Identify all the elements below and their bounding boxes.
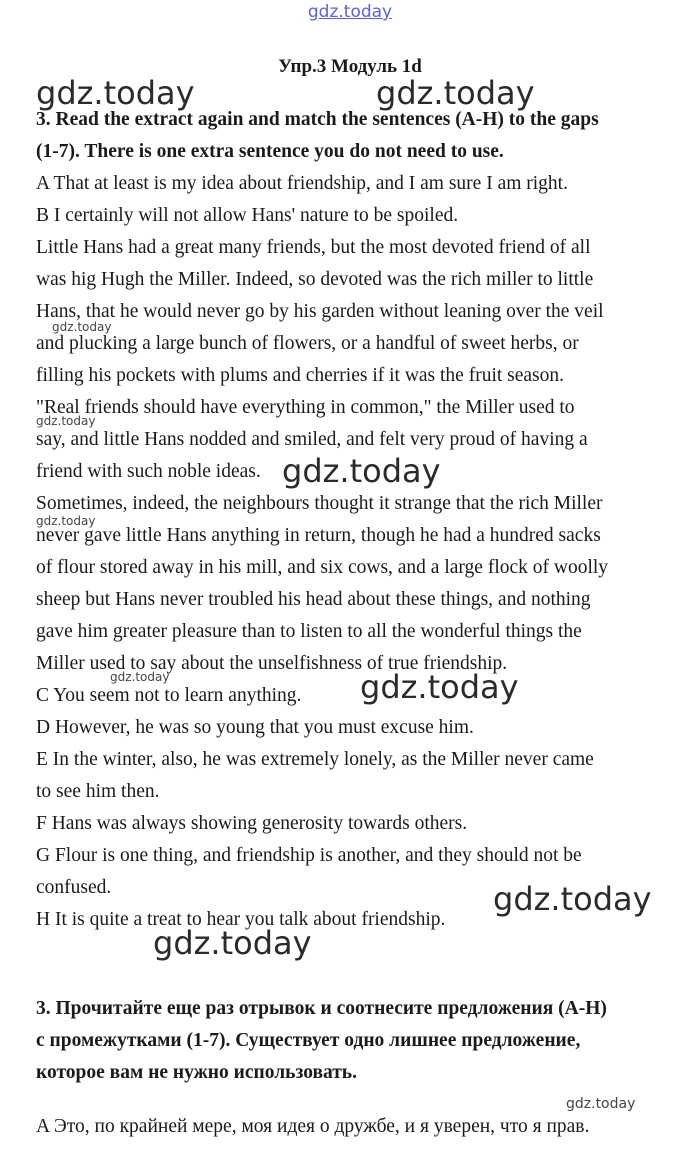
text-line: to see him then. (36, 781, 160, 802)
text-line: friend with such noble ideas. (36, 461, 261, 482)
text-line: gave him greater pleasure than to listen to all the wonderful things the (36, 621, 582, 642)
russian-text-block (36, 993, 666, 1143)
text-line: Hans, that he would never go by his garden without leaning over the veil (36, 301, 604, 322)
task-instruction-line: с промежутками (1-7). Существует одно лишнее предложение, (36, 1030, 581, 1051)
page-title: Упр.3 Модуль 1d (278, 56, 422, 77)
task-instruction-line: 3. Прочитайте еще раз отрывок и соотнесите предложения (A-H) (36, 998, 607, 1019)
watermark: gdz.today (360, 668, 519, 706)
text-line: C You seem not to learn anything. (36, 685, 302, 706)
text-line: filling his pockets with plums and cherries if it was the fruit season. (36, 365, 565, 386)
watermark: gdz.today (110, 670, 170, 684)
text-line: A Это, по крайней мере, моя идея о дружбе, и я уверен, что я прав. (36, 1116, 590, 1137)
text-line: was hig Hugh the Miller. Indeed, so devoted was the rich miller to little (36, 269, 594, 290)
watermark: gdz.today (36, 74, 195, 112)
english-text-block (36, 104, 666, 936)
watermark: gdz.today (282, 452, 441, 490)
watermark: gdz.today (36, 514, 96, 528)
text-line: confused. (36, 877, 112, 898)
text-line: of flour stored away in his mill, and six cows, and a large flock of woolly (36, 557, 609, 578)
text-line: G Flour is one thing, and friendship is another, and they should not be (36, 845, 582, 866)
text-line: sheep but Hans never troubled his head about these things, and nothing (36, 589, 591, 610)
watermark: gdz.today (36, 414, 96, 428)
watermark: gdz.today (566, 1096, 636, 1112)
text-line: never gave little Hans anything in return, though he had a hundred sacks (36, 525, 601, 546)
watermark: gdz.today (376, 74, 535, 112)
text-line: H It is quite a treat to hear you talk about friendship. (36, 909, 446, 930)
task-instruction-line: 3. Read the extract again and match the sentences (A-H) to the gaps (36, 109, 599, 130)
watermark: gdz.today (52, 320, 112, 334)
text-line: "Real friends should have everything in common," the Miller used to (36, 397, 575, 418)
watermark: gdz.today (153, 924, 312, 962)
text-line: Little Hans had a great many friends, but the most devoted friend of all (36, 237, 591, 258)
text-line: F Hans was always showing generosity towards others. (36, 813, 468, 834)
text-line: A That at least is my idea about friendship, and I am sure I am right. (36, 173, 568, 194)
task-instruction-line: которое вам не нужно использовать. (36, 1062, 357, 1083)
text-line: and plucking a large bunch of flowers, or a handful of sweet herbs, or (36, 333, 579, 354)
text-line: Miller used to say about the unselfishness of true friendship. (36, 653, 508, 674)
text-line: D However, he was so young that you must excuse him. (36, 717, 474, 738)
task-instruction-line: (1-7). There is one extra sentence you do not need to use. (36, 141, 504, 162)
watermark: gdz.today (493, 880, 652, 918)
text-line: E In the winter, also, he was extremely lonely, as the Miller never came (36, 749, 594, 770)
site-link[interactable]: gdz.today (307, 2, 393, 22)
text-line: B I certainly will not allow Hans' nature to be spoiled. (36, 205, 459, 226)
text-line: Sometimes, indeed, the neighbours thought it strange that the rich Miller (36, 493, 603, 514)
text-line: say, and little Hans nodded and smiled, and felt very proud of having a (36, 429, 588, 450)
